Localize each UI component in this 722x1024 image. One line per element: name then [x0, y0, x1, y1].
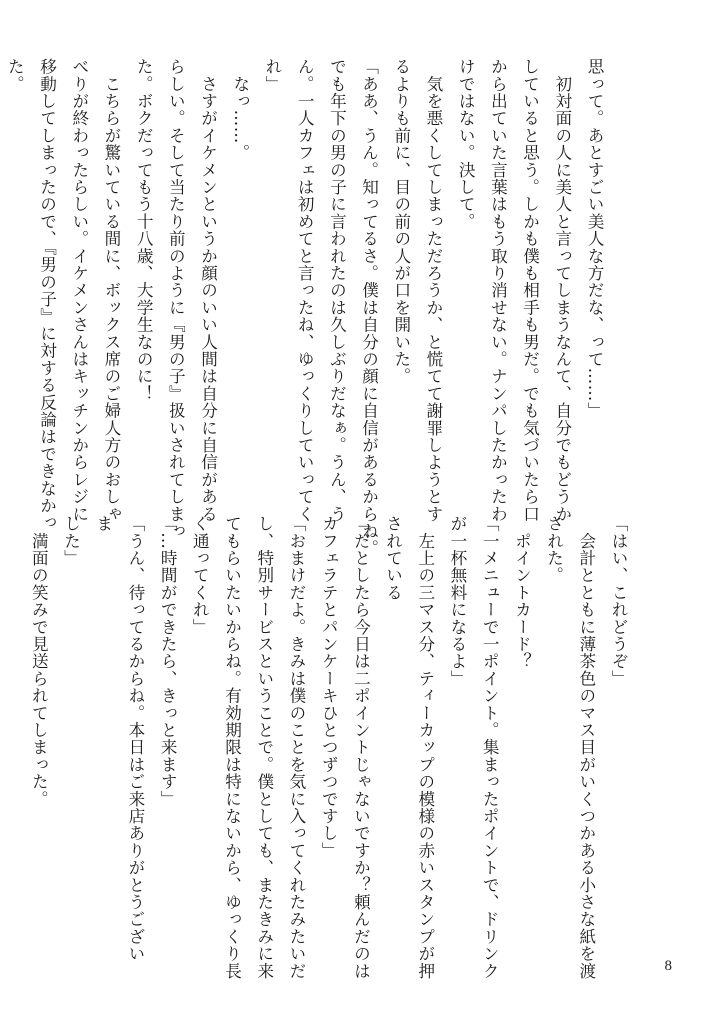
text-line: 「ああ、うん。知ってるさ。僕は自分の顔に自信があるからね。 [359, 58, 379, 557]
text-line: 移動してしまったので、『男の子』に対する反論はできなかっ [37, 58, 57, 532]
text-line: 初対面の人に美人と言ってしまうなんて、自分でもどうか [552, 58, 572, 523]
text-line: さすがイケメンというか顔のいい人間は自分に自信がある [198, 58, 218, 523]
text-line: なっ……。 [230, 58, 250, 162]
text-line: 気を悪くしてしまっただろうか、と慌てて謝罪しようとす [423, 58, 443, 523]
text-line: 左上の三マス分、ティーカップの模様の赤いスタンプが押 [415, 515, 435, 980]
text-line: た。ボクだってもう十八歳、大学生なのに！ [134, 58, 154, 402]
text-line: らしい。そして当たり前のように『男の子』扱いされてしまっ [166, 58, 186, 540]
text-line: こちらが驚いている間に、ボックス席のご婦人方のおしゃ [101, 58, 121, 523]
text-line: 「うん、待ってるからね。本日はご来店ありがとうござい [125, 515, 145, 963]
text-line: 「一メニューで一ポイント。集まったポイントで、ドリンク [480, 515, 500, 980]
text-line: 「はい、これどうぞ」 [609, 515, 628, 687]
text-line: れ」 [262, 58, 282, 93]
text-line: でも年下の男の子に言われたのは久しぶりだなぁ。うん、う [327, 58, 347, 523]
lower-text-block [29, 515, 634, 980]
text-line: ま [93, 515, 113, 533]
text-line: けではない。決して。 [456, 58, 476, 230]
text-line: ポイントカード？ [512, 515, 532, 670]
text-line: が一杯無料になるよ」 [447, 515, 467, 687]
text-line: ん。一人カフェは初めてと言ったね、ゆっくりしていってく [295, 58, 315, 523]
page-number: 8 [664, 958, 672, 974]
text-line: 満面の笑みで見送られてしまった。 [29, 515, 49, 808]
text-line: した」 [61, 515, 81, 567]
text-line: 「だとしたら今日は二ポイントじゃないですか？頼んだのは [351, 515, 371, 980]
text-line: く通ってくれ」 [190, 515, 210, 636]
text-line: るよりも前に、目の前の人が口を開いた。 [391, 58, 411, 385]
text-line: し、特別サービスということで。僕としても、またきみに来 [254, 515, 274, 980]
text-line: されている [383, 515, 403, 601]
text-line: された。 [544, 515, 564, 584]
text-line: 「おまけだよ。きみは僕のことを気に入ってくれたみたいだ [286, 515, 306, 980]
text-line: てもらいたいからね。有効期限は特にないから、ゆっくり長 [222, 515, 242, 980]
text-line: た。 [5, 58, 25, 93]
text-line: から出ていた言葉はもう取り消せない。ナンパしたかったわ [488, 58, 508, 523]
text-line: 思って。あとすごい美人な方だな、って……」 [585, 58, 604, 420]
text-line: していると思う。しかも僕も相手も男だ。でも気づいたら口 [520, 58, 540, 523]
text-line: カフェラテとパンケーキひとつずつですし」 [319, 515, 339, 859]
text-line: 「…時間ができたら、きっと来ます」 [158, 515, 178, 808]
text-line: 会計とともに薄茶色のマス目がいくつかある小さな紙を渡 [576, 515, 596, 980]
text-line: べりが終わったらしい。イケメンさんはキッチンからレジに [69, 58, 89, 523]
